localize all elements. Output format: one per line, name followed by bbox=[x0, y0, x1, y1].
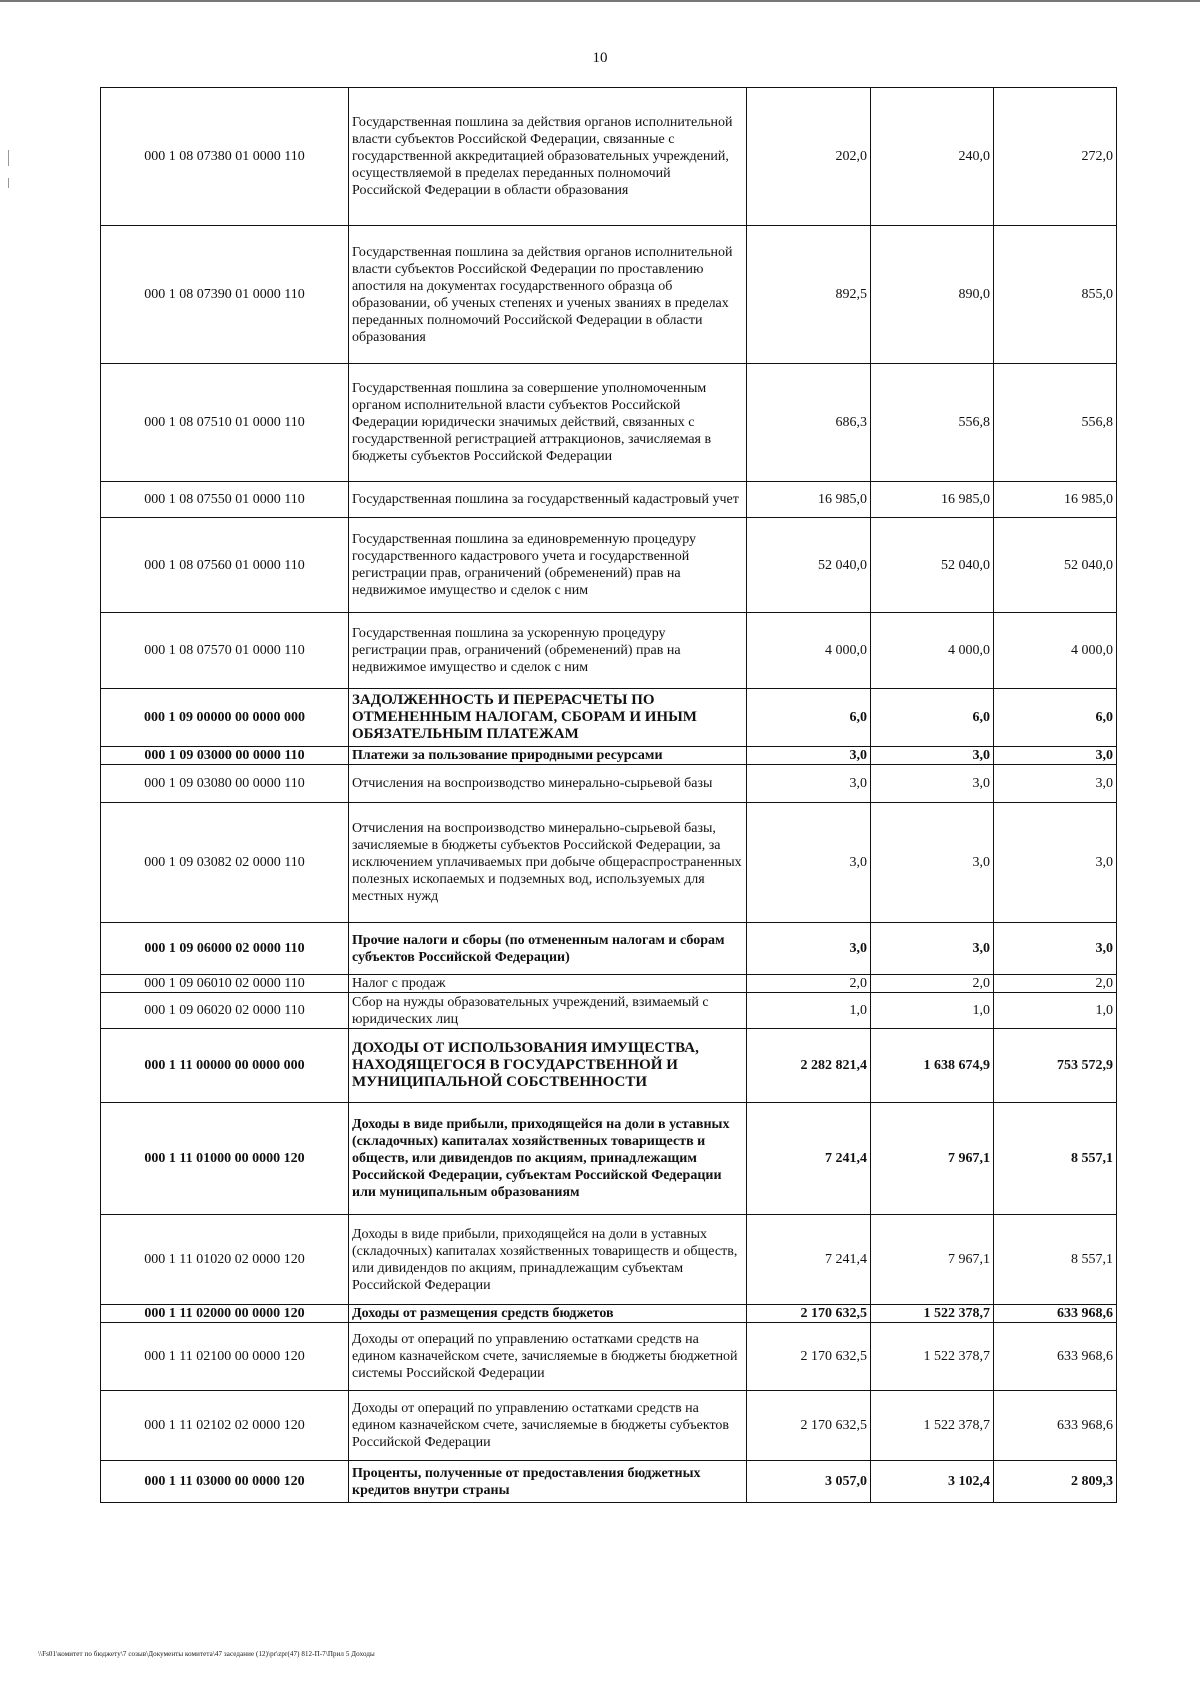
revenue-name-cell: ЗАДОЛЖЕННОСТЬ И ПЕРЕРАСЧЕТЫ ПО ОТМЕНЕННЫМ НАЛОГАМ, СБОРАМ И ИНЫМ ОБЯЗАТЕЛЬНЫМ ПЛАТЕЖАМ bbox=[349, 689, 747, 747]
budget-code-cell: 000 1 09 00000 00 0000 000 bbox=[101, 689, 349, 747]
table-row bbox=[101, 689, 1117, 747]
revenue-name-cell: Сбор на нужды образовательных учреждений, взимаемый с юридических лиц bbox=[349, 993, 747, 1029]
budget-code-cell: 000 1 11 00000 00 0000 000 bbox=[101, 1029, 349, 1103]
table-row bbox=[101, 993, 1117, 1029]
table-row bbox=[101, 1461, 1117, 1503]
value-year3-cell: 2,0 bbox=[994, 975, 1117, 993]
value-year1-cell: 4 000,0 bbox=[747, 613, 871, 689]
value-year3-cell: 753 572,9 bbox=[994, 1029, 1117, 1103]
value-year1-cell: 7 241,4 bbox=[747, 1215, 871, 1305]
value-year3-cell: 3,0 bbox=[994, 923, 1117, 975]
table-row bbox=[101, 1215, 1117, 1305]
value-year2-cell: 52 040,0 bbox=[871, 518, 994, 613]
budget-code-cell: 000 1 08 07510 01 0000 110 bbox=[101, 364, 349, 482]
value-year3-cell: 6,0 bbox=[994, 689, 1117, 747]
value-year2-cell: 890,0 bbox=[871, 226, 994, 364]
budget-code-cell: 000 1 09 03082 02 0000 110 bbox=[101, 803, 349, 923]
value-year3-cell: 633 968,6 bbox=[994, 1305, 1117, 1323]
revenue-name-cell: ДОХОДЫ ОТ ИСПОЛЬЗОВАНИЯ ИМУЩЕСТВА, НАХОДЯЩЕГОСЯ В ГОСУДАРСТВЕННОЙ И МУНИЦИПАЛЬНОЙ СОБСТВЕННОСТИ bbox=[349, 1029, 747, 1103]
value-year3-cell: 1,0 bbox=[994, 993, 1117, 1029]
value-year2-cell: 3 102,4 bbox=[871, 1461, 994, 1503]
revenue-name-cell: Государственная пошлина за действия органов исполнительной власти субъектов Российской Федерации по проставлению апостиля на документах государственного образца об образовании, об ученых степенях и ученых званиях в пределах переданных полномочий Российской Федерации в области образования bbox=[349, 226, 747, 364]
value-year1-cell: 3,0 bbox=[747, 747, 871, 765]
revenue-name-cell: Отчисления на воспроизводство минерально-сырьевой базы, зачисляемые в бюджеты субъектов Российской Федерации, за исключением уплачиваемых при добыче общераспространенных полезных ископаемых и подземных вод, используемых для местных нужд bbox=[349, 803, 747, 923]
table-row bbox=[101, 613, 1117, 689]
value-year3-cell: 272,0 bbox=[994, 88, 1117, 226]
value-year2-cell: 1 522 378,7 bbox=[871, 1323, 994, 1391]
revenue-name-cell: Доходы от размещения средств бюджетов bbox=[349, 1305, 747, 1323]
value-year2-cell: 1 638 674,9 bbox=[871, 1029, 994, 1103]
table-row bbox=[101, 1103, 1117, 1215]
value-year1-cell: 6,0 bbox=[747, 689, 871, 747]
budget-code-cell: 000 1 11 02100 00 0000 120 bbox=[101, 1323, 349, 1391]
page-number: 10 bbox=[592, 50, 608, 66]
top-edge-line bbox=[0, 0, 1200, 2]
budget-code-cell: 000 1 08 07570 01 0000 110 bbox=[101, 613, 349, 689]
value-year1-cell: 52 040,0 bbox=[747, 518, 871, 613]
table-row bbox=[101, 975, 1117, 993]
table-row bbox=[101, 1391, 1117, 1461]
table-row bbox=[101, 482, 1117, 518]
value-year2-cell: 2,0 bbox=[871, 975, 994, 993]
value-year1-cell: 2,0 bbox=[747, 975, 871, 993]
value-year1-cell: 3,0 bbox=[747, 803, 871, 923]
footer-file-path: \\Fs01\комитет по бюджету\7 созыв\Документы комитета\47 заседание (12)\pr\zpr(47) 812-П-7\Прил 5 Доходы bbox=[38, 1650, 375, 1658]
value-year3-cell: 4 000,0 bbox=[994, 613, 1117, 689]
value-year3-cell: 3,0 bbox=[994, 747, 1117, 765]
value-year2-cell: 1,0 bbox=[871, 993, 994, 1029]
value-year2-cell: 4 000,0 bbox=[871, 613, 994, 689]
revenue-name-cell: Доходы от операций по управлению остатками средств на едином казначейском счете, зачисляемые в бюджеты бюджетной системы Российской Федерации bbox=[349, 1323, 747, 1391]
margin-mark bbox=[8, 178, 9, 188]
value-year1-cell: 2 170 632,5 bbox=[747, 1391, 871, 1461]
budget-code-cell: 000 1 11 02000 00 0000 120 bbox=[101, 1305, 349, 1323]
budget-code-cell: 000 1 11 03000 00 0000 120 bbox=[101, 1461, 349, 1503]
revenue-name-cell: Государственная пошлина за ускоренную процедуру регистрации прав, ограничений (обременений) прав на недвижимое имущество и сделок с ним bbox=[349, 613, 747, 689]
value-year1-cell: 16 985,0 bbox=[747, 482, 871, 518]
budget-code-cell: 000 1 08 07390 01 0000 110 bbox=[101, 226, 349, 364]
value-year2-cell: 3,0 bbox=[871, 803, 994, 923]
value-year3-cell: 3,0 bbox=[994, 765, 1117, 803]
value-year3-cell: 8 557,1 bbox=[994, 1103, 1117, 1215]
value-year2-cell: 240,0 bbox=[871, 88, 994, 226]
value-year2-cell: 16 985,0 bbox=[871, 482, 994, 518]
value-year3-cell: 633 968,6 bbox=[994, 1323, 1117, 1391]
budget-code-cell: 000 1 11 02102 02 0000 120 bbox=[101, 1391, 349, 1461]
revenue-name-cell: Платежи за пользование природными ресурсами bbox=[349, 747, 747, 765]
value-year2-cell: 7 967,1 bbox=[871, 1103, 994, 1215]
revenue-name-cell: Государственная пошлина за действия органов исполнительной власти субъектов Российской Федерации, связанные с государственной аккредитацией образовательных учреждений, осуществляемой в пределах переданных полномочий Российской Федерации в области образования bbox=[349, 88, 747, 226]
budget-code-cell: 000 1 11 01020 02 0000 120 bbox=[101, 1215, 349, 1305]
table-row bbox=[101, 88, 1117, 226]
value-year1-cell: 3,0 bbox=[747, 765, 871, 803]
value-year1-cell: 202,0 bbox=[747, 88, 871, 226]
budget-code-cell: 000 1 09 06020 02 0000 110 bbox=[101, 993, 349, 1029]
budget-code-cell: 000 1 08 07380 01 0000 110 bbox=[101, 88, 349, 226]
table-row bbox=[101, 747, 1117, 765]
budget-code-cell: 000 1 09 06000 02 0000 110 bbox=[101, 923, 349, 975]
budget-code-cell: 000 1 09 03080 00 0000 110 bbox=[101, 765, 349, 803]
budget-code-cell: 000 1 09 03000 00 0000 110 bbox=[101, 747, 349, 765]
table-row bbox=[101, 364, 1117, 482]
table-row bbox=[101, 226, 1117, 364]
revenue-name-cell: Доходы от операций по управлению остатками средств на едином казначейском счете, зачисляемые в бюджеты субъектов Российской Федерации bbox=[349, 1391, 747, 1461]
value-year3-cell: 855,0 bbox=[994, 226, 1117, 364]
value-year1-cell: 1,0 bbox=[747, 993, 871, 1029]
value-year2-cell: 3,0 bbox=[871, 923, 994, 975]
value-year3-cell: 52 040,0 bbox=[994, 518, 1117, 613]
revenue-name-cell: Прочие налоги и сборы (по отмененным налогам и сборам субъектов Российской Федерации) bbox=[349, 923, 747, 975]
revenue-name-cell: Отчисления на воспроизводство минерально-сырьевой базы bbox=[349, 765, 747, 803]
value-year1-cell: 2 170 632,5 bbox=[747, 1323, 871, 1391]
table-row bbox=[101, 803, 1117, 923]
value-year2-cell: 3,0 bbox=[871, 747, 994, 765]
table-row bbox=[101, 1305, 1117, 1323]
value-year1-cell: 3,0 bbox=[747, 923, 871, 975]
budget-code-cell: 000 1 11 01000 00 0000 120 bbox=[101, 1103, 349, 1215]
value-year3-cell: 556,8 bbox=[994, 364, 1117, 482]
budget-code-cell: 000 1 09 06010 02 0000 110 bbox=[101, 975, 349, 993]
budget-code-cell: 000 1 08 07560 01 0000 110 bbox=[101, 518, 349, 613]
value-year2-cell: 1 522 378,7 bbox=[871, 1305, 994, 1323]
revenue-name-cell: Государственная пошлина за совершение уполномоченным органом исполнительной власти субъектов Российской Федерации юридически значимых действий, связанных с государственной регистрацией аттракционов, зачисляемая в бюджеты субъектов Российской Федерации bbox=[349, 364, 747, 482]
table-row bbox=[101, 765, 1117, 803]
value-year3-cell: 16 985,0 bbox=[994, 482, 1117, 518]
value-year2-cell: 7 967,1 bbox=[871, 1215, 994, 1305]
value-year3-cell: 8 557,1 bbox=[994, 1215, 1117, 1305]
revenue-name-cell: Государственная пошлина за единовременную процедуру государственного кадастрового учета и государственной регистрации прав, ограничений (обременений) прав на недвижимое имущество и сделок с ним bbox=[349, 518, 747, 613]
value-year2-cell: 1 522 378,7 bbox=[871, 1391, 994, 1461]
table-row bbox=[101, 1323, 1117, 1391]
value-year1-cell: 686,3 bbox=[747, 364, 871, 482]
value-year1-cell: 2 282 821,4 bbox=[747, 1029, 871, 1103]
revenue-name-cell: Проценты, полученные от предоставления бюджетных кредитов внутри страны bbox=[349, 1461, 747, 1503]
revenue-name-cell: Доходы в виде прибыли, приходящейся на доли в уставных (складочных) капиталах хозяйственных товариществ и обществ, или дивидендов по акциям, принадлежащим Российской Федерации, субъектам Российской Федерации или муниципальным образованиям bbox=[349, 1103, 747, 1215]
value-year1-cell: 892,5 bbox=[747, 226, 871, 364]
value-year1-cell: 7 241,4 bbox=[747, 1103, 871, 1215]
value-year2-cell: 556,8 bbox=[871, 364, 994, 482]
value-year3-cell: 633 968,6 bbox=[994, 1391, 1117, 1461]
value-year1-cell: 2 170 632,5 bbox=[747, 1305, 871, 1323]
value-year1-cell: 3 057,0 bbox=[747, 1461, 871, 1503]
table-row bbox=[101, 1029, 1117, 1103]
revenue-name-cell: Доходы в виде прибыли, приходящейся на доли в уставных (складочных) капиталах хозяйственных товариществ и обществ, или дивидендов по акциям, принадлежащим субъектам Российской Федерации bbox=[349, 1215, 747, 1305]
budget-revenue-table bbox=[100, 87, 1117, 1503]
table-body bbox=[101, 88, 1117, 1503]
revenue-name-cell: Государственная пошлина за государственный кадастровый учет bbox=[349, 482, 747, 518]
value-year3-cell: 2 809,3 bbox=[994, 1461, 1117, 1503]
value-year2-cell: 6,0 bbox=[871, 689, 994, 747]
table-row bbox=[101, 518, 1117, 613]
value-year2-cell: 3,0 bbox=[871, 765, 994, 803]
budget-code-cell: 000 1 08 07550 01 0000 110 bbox=[101, 482, 349, 518]
margin-mark bbox=[8, 150, 9, 166]
table-row bbox=[101, 923, 1117, 975]
revenue-name-cell: Налог с продаж bbox=[349, 975, 747, 993]
value-year3-cell: 3,0 bbox=[994, 803, 1117, 923]
